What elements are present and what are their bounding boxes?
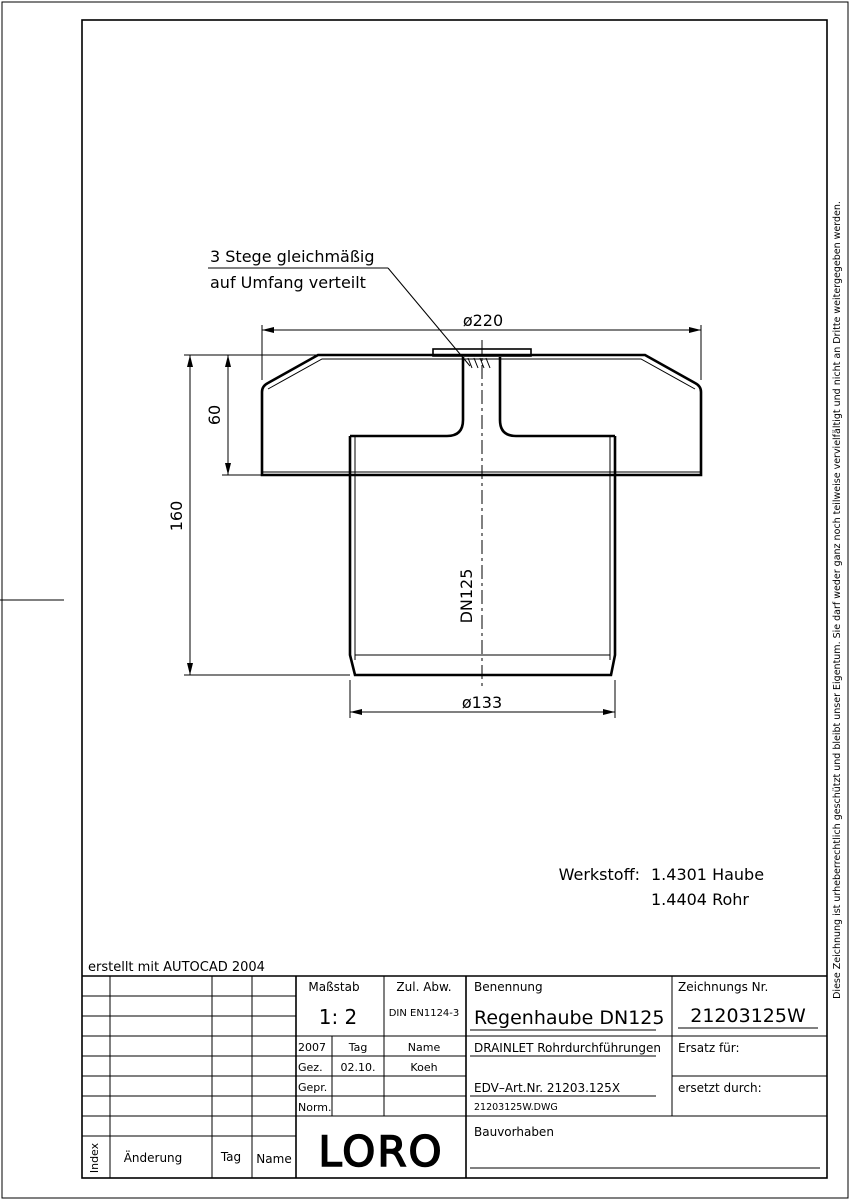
subtitle: DRAINLET Rohrdurchführungen <box>474 1041 661 1055</box>
drawn-date: 02.10. <box>340 1061 376 1074</box>
tolerance-value: DIN EN1124-3 <box>388 1008 460 1019</box>
dim-total-height: 160 <box>167 500 186 532</box>
note-line-1: 3 Stege gleichmäßig <box>210 247 375 266</box>
tolerance-label: Zul. Abw. <box>396 980 452 994</box>
replaced-by-label: ersetzt durch: <box>678 1081 762 1095</box>
scale-value: 1: 2 <box>318 1005 358 1029</box>
note-leader <box>388 268 470 366</box>
material-1: 1.4301 Haube <box>651 865 765 884</box>
dim-hood-diameter: ø220 <box>462 311 504 330</box>
rev-header-name: Name <box>256 1152 292 1166</box>
rev-header-change: Änderung <box>123 1151 183 1165</box>
arrow <box>689 327 701 333</box>
material-label: Werkstoff: <box>558 865 640 884</box>
norm-label: Norm. <box>298 1101 332 1114</box>
checked-label: Gepr. <box>298 1081 328 1094</box>
title-value: Regenhaube DN125 <box>474 1007 665 1029</box>
rev-header-day: Tag <box>220 1150 242 1164</box>
material-2: 1.4404 Rohr <box>651 890 749 909</box>
file-name: 21203125W.DWG <box>474 1102 558 1113</box>
dimensions <box>167 311 701 718</box>
created-with-note: erstellt mit AUTOCAD 2004 <box>88 960 265 975</box>
replacement-for-label: Ersatz für: <box>678 1041 740 1055</box>
article-number: EDV–Art.Nr. 21203.125X <box>474 1081 621 1095</box>
day-label: Tag <box>348 1041 368 1054</box>
dim-hood-height: 60 <box>205 404 224 426</box>
copyright-note: Diese Zeichnung ist urheberrechtlich geschützt und bleibt unser Eigentum. Sie darf weder ganz noch teilweise vervielfältigt und nicht an Dritte weitergegeben werden. <box>832 201 843 999</box>
material-spec <box>559 865 764 909</box>
part-view <box>262 340 701 690</box>
drawn-label: Gez. <box>298 1061 323 1074</box>
stem-right <box>500 357 615 436</box>
drawing-number-value: 21203125W <box>690 1005 806 1027</box>
note-line-2: auf Umfang verteilt <box>210 273 366 292</box>
company-logo: LORO <box>318 1127 444 1176</box>
year: 2007 <box>298 1041 326 1054</box>
drawing-number-label: Zeichnungs Nr. <box>678 980 769 994</box>
scale-label: Maßstab <box>308 980 360 994</box>
name-label: Name <box>407 1041 441 1054</box>
title-block <box>82 976 827 1178</box>
web-note <box>208 247 470 366</box>
arrow <box>262 327 274 333</box>
stem-left <box>350 357 463 436</box>
rev-header-index: Index <box>88 1142 101 1174</box>
project-label: Bauvorhaben <box>474 1125 554 1139</box>
drawn-name: Koeh <box>410 1061 438 1074</box>
title-label: Benennung <box>474 980 543 994</box>
dim-pipe-diameter: ø133 <box>461 693 503 712</box>
dim-pipe-nominal: DN125 <box>457 568 476 624</box>
